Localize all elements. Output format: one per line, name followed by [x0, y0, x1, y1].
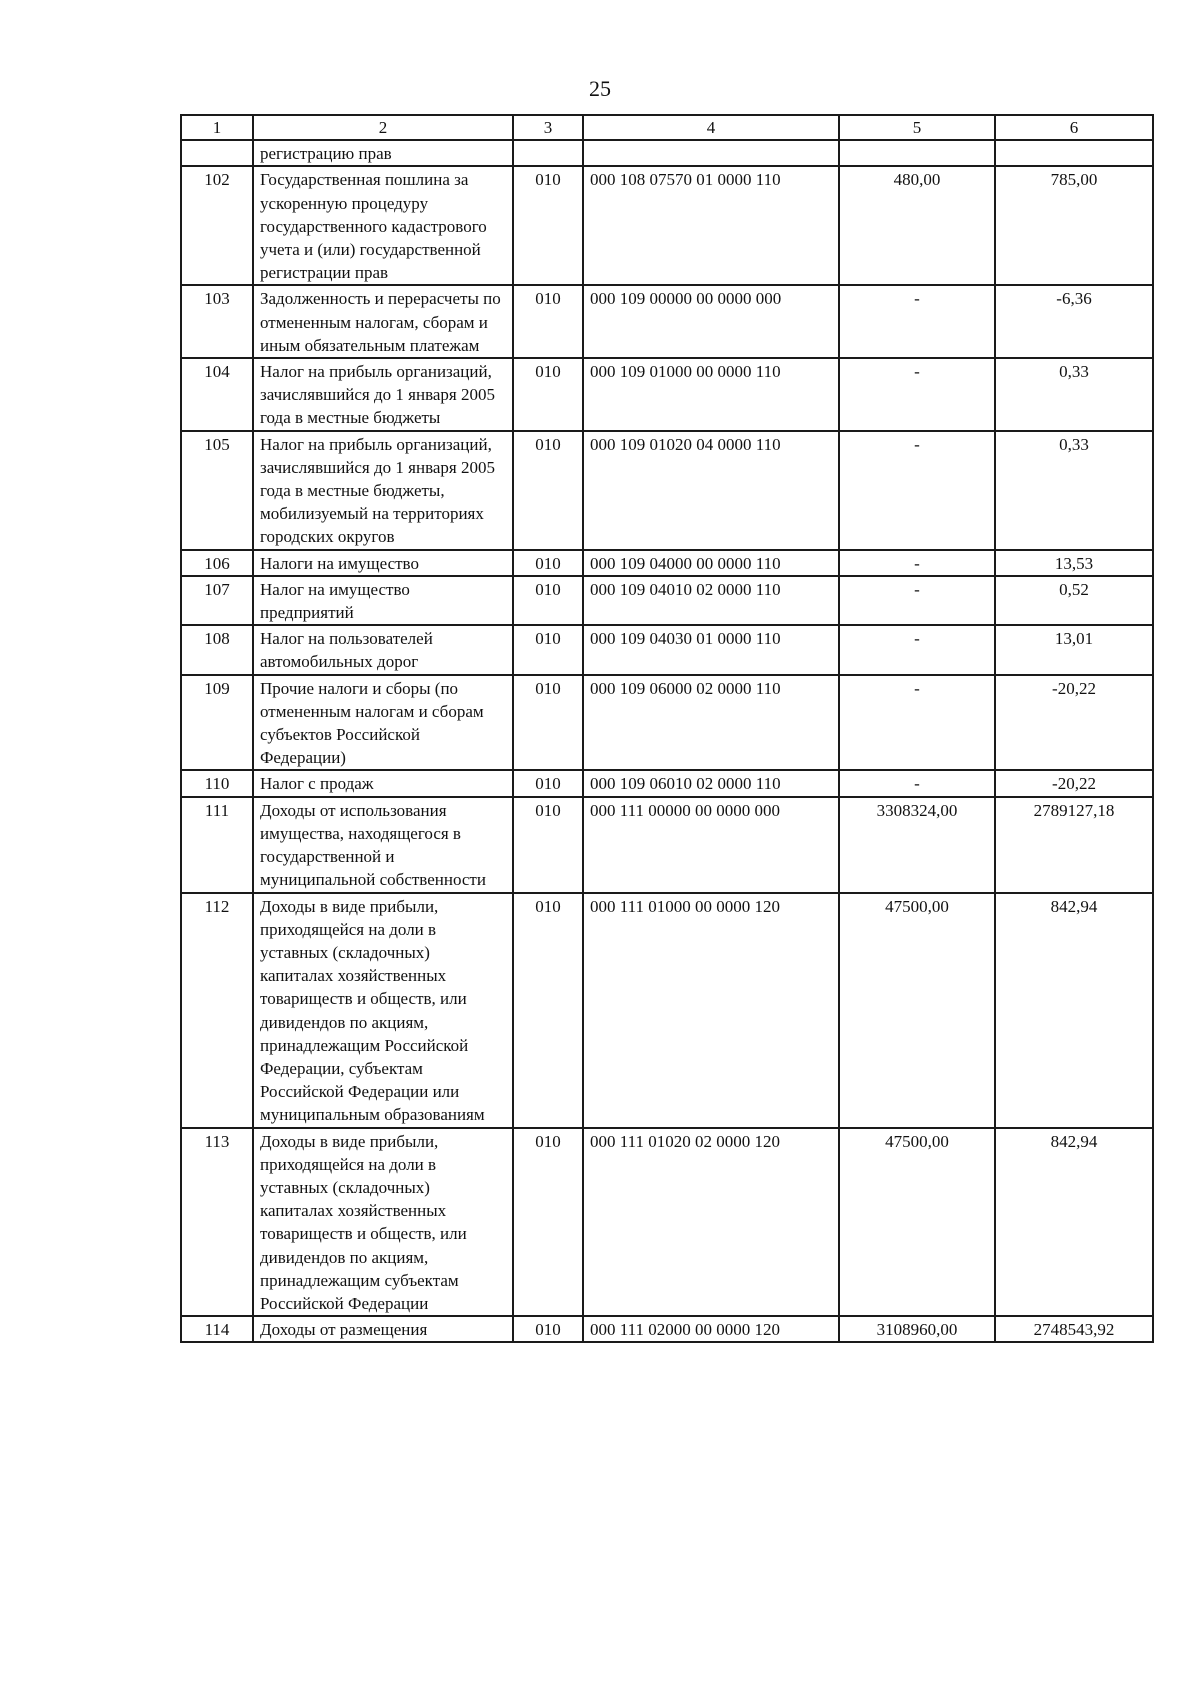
row-number-cell: 114: [181, 1316, 253, 1342]
continuation-row: [181, 140, 1153, 166]
budget-code-cell: 000 108 07570 01 0000 110: [583, 166, 839, 285]
planned-amount-cell: -: [839, 625, 995, 674]
admin-code-cell: 010: [513, 675, 583, 771]
admin-code-cell: 010: [513, 770, 583, 796]
table-row: [181, 358, 1153, 431]
income-name-cell: Государственная пошлина за ускоренную процедуру государственного кадастрового учета и (или) государственной регистрации прав: [253, 166, 513, 285]
table-row: [181, 625, 1153, 674]
actual-amount-cell: 13,53: [995, 550, 1153, 576]
row-number-cell: 108: [181, 625, 253, 674]
admin-code-cell: 010: [513, 797, 583, 893]
row-number-cell: 104: [181, 358, 253, 431]
income-name-cell: Прочие налоги и сборы (по отмененным налогам и сборам субъектов Российской Федерации): [253, 675, 513, 771]
planned-amount-cell: 47500,00: [839, 893, 995, 1128]
actual-amount-cell: 2789127,18: [995, 797, 1153, 893]
row-number-cell: 113: [181, 1128, 253, 1317]
actual-amount-cell: -6,36: [995, 285, 1153, 358]
planned-amount-cell: -: [839, 770, 995, 796]
budget-code-cell: 000 109 06010 02 0000 110: [583, 770, 839, 796]
actual-amount-cell: 13,01: [995, 625, 1153, 674]
continuation-text: регистрацию прав: [253, 140, 513, 166]
budget-code-cell: 000 109 01020 04 0000 110: [583, 431, 839, 550]
actual-amount-cell: 2748543,92: [995, 1316, 1153, 1342]
income-name-cell: Налоги на имущество: [253, 550, 513, 576]
actual-amount-cell: 0,33: [995, 431, 1153, 550]
code-cell: [583, 140, 839, 166]
column-header: 5: [839, 115, 995, 140]
planned-amount-cell: -: [839, 358, 995, 431]
admin-code-cell: 010: [513, 166, 583, 285]
table-row: [181, 431, 1153, 550]
income-name-cell: Налог с продаж: [253, 770, 513, 796]
value-cell: [839, 140, 995, 166]
table-header-row: [181, 115, 1153, 140]
income-name-cell: Налог на пользователей автомобильных дорог: [253, 625, 513, 674]
column-header: 1: [181, 115, 253, 140]
row-number-cell: 110: [181, 770, 253, 796]
income-name-cell: Доходы от использования имущества, находящегося в государственной и муниципальной собственности: [253, 797, 513, 893]
planned-amount-cell: 3308324,00: [839, 797, 995, 893]
budget-code-cell: 000 111 01000 00 0000 120: [583, 893, 839, 1128]
income-name-cell: Задолженность и перерасчеты по отмененным налогам, сборам и иным обязательным платежам: [253, 285, 513, 358]
actual-amount-cell: 785,00: [995, 166, 1153, 285]
planned-amount-cell: 3108960,00: [839, 1316, 995, 1342]
table-row: [181, 893, 1153, 1128]
admin-code-cell: 010: [513, 625, 583, 674]
admin-code-cell: 010: [513, 1316, 583, 1342]
income-name-cell: Доходы в виде прибыли, приходящейся на доли в уставных (складочных) капиталах хозяйственных товариществ и обществ, или дивидендов по акциям, принадлежащим Российской Федерации, субъектам Российской Федерации или муниципальным образованиям: [253, 893, 513, 1128]
revenue-table: [180, 114, 1154, 1343]
planned-amount-cell: -: [839, 576, 995, 625]
row-number-cell: 109: [181, 675, 253, 771]
table-row: [181, 797, 1153, 893]
column-header: 3: [513, 115, 583, 140]
table-row: [181, 576, 1153, 625]
budget-code-cell: 000 111 00000 00 0000 000: [583, 797, 839, 893]
budget-code-cell: 000 109 06000 02 0000 110: [583, 675, 839, 771]
table-row: [181, 285, 1153, 358]
admin-code-cell: 010: [513, 431, 583, 550]
row-number-cell: 106: [181, 550, 253, 576]
table-row: [181, 166, 1153, 285]
row-number-cell: 112: [181, 893, 253, 1128]
row-number-cell: [181, 140, 253, 166]
admin-code-cell: 010: [513, 358, 583, 431]
value-cell: [995, 140, 1153, 166]
column-header: 6: [995, 115, 1153, 140]
table-row: [181, 550, 1153, 576]
budget-code-cell: 000 109 01000 00 0000 110: [583, 358, 839, 431]
admin-code-cell: 010: [513, 893, 583, 1128]
row-number-cell: 107: [181, 576, 253, 625]
column-header: 2: [253, 115, 513, 140]
budget-code-cell: 000 109 04010 02 0000 110: [583, 576, 839, 625]
actual-amount-cell: 0,52: [995, 576, 1153, 625]
budget-code-cell: 000 109 04000 00 0000 110: [583, 550, 839, 576]
budget-code-cell: 000 111 02000 00 0000 120: [583, 1316, 839, 1342]
planned-amount-cell: -: [839, 431, 995, 550]
table-row: [181, 1128, 1153, 1317]
planned-amount-cell: -: [839, 675, 995, 771]
table-row: [181, 1316, 1153, 1342]
actual-amount-cell: 0,33: [995, 358, 1153, 431]
income-name-cell: Доходы в виде прибыли, приходящейся на доли в уставных (складочных) капиталах хозяйственных товариществ и обществ, или дивидендов по акциям, принадлежащим субъектам Российской Федерации: [253, 1128, 513, 1317]
page-number: 25: [589, 76, 611, 101]
income-name-cell: Доходы от размещения: [253, 1316, 513, 1342]
row-number-cell: 105: [181, 431, 253, 550]
income-name-cell: Налог на имущество предприятий: [253, 576, 513, 625]
admin-code-cell: 010: [513, 576, 583, 625]
planned-amount-cell: 480,00: [839, 166, 995, 285]
planned-amount-cell: 47500,00: [839, 1128, 995, 1317]
table-row: [181, 675, 1153, 771]
income-name-cell: Налог на прибыль организаций, зачислявшийся до 1 января 2005 года в местные бюджеты, мобилизуемый на территориях городских округов: [253, 431, 513, 550]
row-number-cell: 103: [181, 285, 253, 358]
budget-code-cell: 000 109 04030 01 0000 110: [583, 625, 839, 674]
planned-amount-cell: -: [839, 550, 995, 576]
actual-amount-cell: 842,94: [995, 893, 1153, 1128]
group-cell: [513, 140, 583, 166]
budget-code-cell: 000 111 01020 02 0000 120: [583, 1128, 839, 1317]
planned-amount-cell: -: [839, 285, 995, 358]
row-number-cell: 111: [181, 797, 253, 893]
row-number-cell: 102: [181, 166, 253, 285]
admin-code-cell: 010: [513, 550, 583, 576]
budget-code-cell: 000 109 00000 00 0000 000: [583, 285, 839, 358]
table-row: [181, 770, 1153, 796]
actual-amount-cell: 842,94: [995, 1128, 1153, 1317]
column-header: 4: [583, 115, 839, 140]
admin-code-cell: 010: [513, 285, 583, 358]
actual-amount-cell: -20,22: [995, 675, 1153, 771]
income-name-cell: Налог на прибыль организаций, зачислявшийся до 1 января 2005 года в местные бюджеты: [253, 358, 513, 431]
actual-amount-cell: -20,22: [995, 770, 1153, 796]
admin-code-cell: 010: [513, 1128, 583, 1317]
